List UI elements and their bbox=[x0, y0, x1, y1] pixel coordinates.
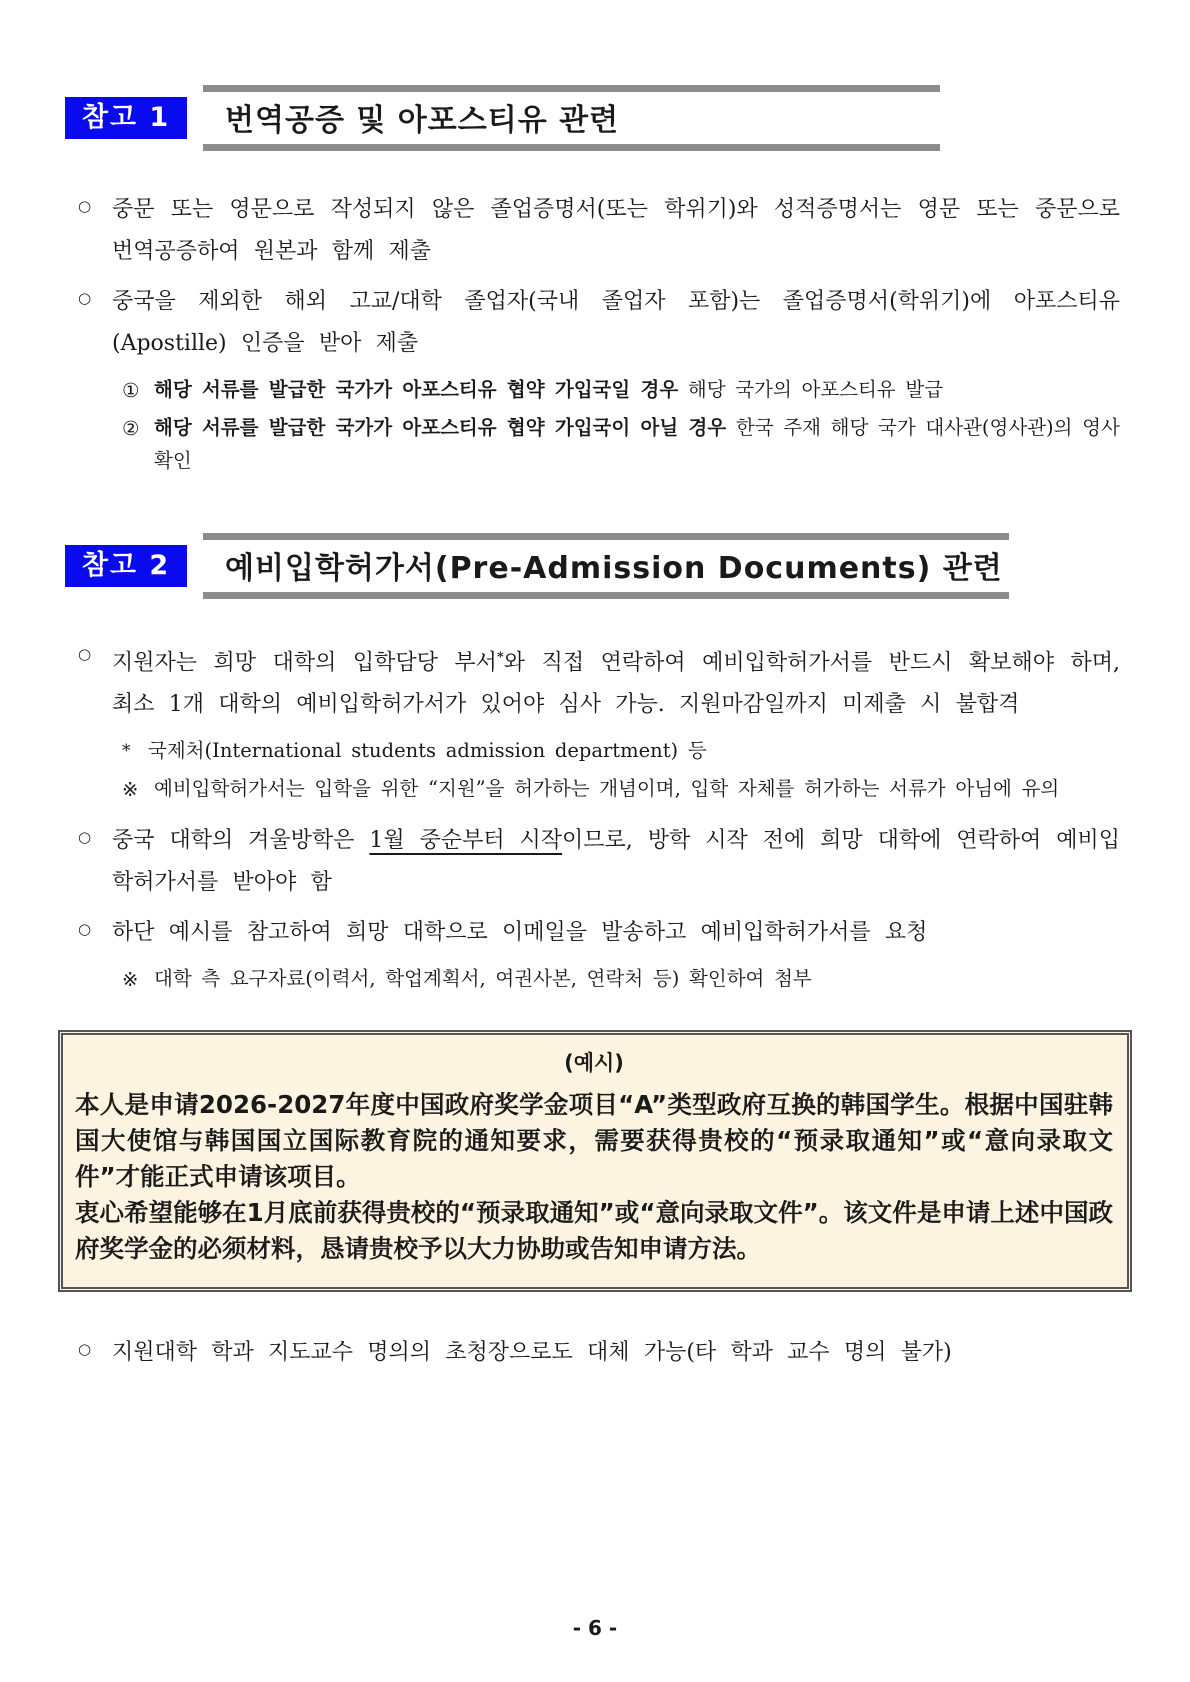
ref2-bullet-3 bbox=[78, 912, 1120, 954]
ref1-bullet-1-text: 중문 또는 영문으로 작성되지 않은 졸업증명서(또는 학위기)와 성적증명서는 영문 또는 중문으로 번역공증하여 원본과 함께 제출 bbox=[112, 197, 1120, 264]
ref2-note-docs-text: 대학 측 요구자료(이력서, 학업계획서, 여권사본, 연락처 등) 확인하여 첨부 bbox=[154, 967, 812, 991]
ref2-note-docs bbox=[122, 962, 1120, 996]
ref1-numbered-2 bbox=[122, 411, 1120, 477]
page-number: - 6 - bbox=[572, 1616, 618, 1640]
bullet-circle-icon: ○ bbox=[78, 1340, 92, 1359]
footnote-star-icon: * bbox=[496, 650, 504, 665]
ref1-numbered-2-text bbox=[154, 411, 1120, 477]
ref2-bullet-1-pre: 지원자는 희망 대학의 입학담당 부서 bbox=[112, 650, 497, 676]
ref1-bullet-1 bbox=[78, 189, 1120, 273]
ref1-numbered-2-bold: 해당 서류를 발급한 국가가 아포스티유 협약 가입국이 아닐 경우 bbox=[154, 416, 727, 439]
ref1-header bbox=[65, 85, 940, 151]
ref2-bullet-2 bbox=[78, 820, 1120, 904]
ref1-numbered-1 bbox=[122, 373, 1120, 407]
example-box bbox=[58, 1030, 1132, 1292]
section-ref2 bbox=[0, 533, 1190, 1374]
reference-mark-icon: ※ bbox=[122, 778, 139, 802]
ref2-note-concept bbox=[122, 772, 1120, 806]
bullet-circle-icon: ○ bbox=[78, 828, 92, 847]
ref2-note-concept-text: 예비입학허가서는 입학을 위한 “지원”을 허가하는 개념이며, 입학 자체를 허가하는 서류가 아님에 유의 bbox=[154, 777, 1060, 801]
circled-two-icon: ② bbox=[122, 417, 140, 440]
ref1-content bbox=[78, 189, 1120, 477]
ref1-title-bar bbox=[203, 85, 940, 151]
example-paragraph-2: 衷心希望能够在1月底前获得贵校的“预录取通知”或“意向录取文件”。该文件是申请上述中国政府奖学金的必须材料，恳请贵校予以大力协助或告知申请方法。 bbox=[75, 1198, 1113, 1264]
ref1-title: 번역공증 및 아포스티유 관련 bbox=[225, 103, 620, 138]
reference-mark-icon: ※ bbox=[122, 968, 139, 992]
circled-one-icon: ① bbox=[122, 379, 140, 402]
ref2-header bbox=[65, 533, 1003, 599]
spacer bbox=[78, 810, 1120, 820]
ref2-bullet-1-post: 와 직접 연락하여 예비입학허가서를 반드시 확보해야 하며, 최소 1개 대학의 예비입학허가서가 있어야 심사 가능. 지원마감일까지 미제출 시 불합격 bbox=[112, 650, 1120, 718]
ref1-bullet-2-text: 중국을 제외한 해외 고교/대학 졸업자(국내 졸업자 포함)는 졸업증명서(학위기)에 아포스티유 (Apostille) 인증을 받아 제출 bbox=[112, 289, 1120, 356]
ref1-bullet-2 bbox=[78, 281, 1120, 365]
ref2-bullet-4 bbox=[78, 1332, 1120, 1374]
bullet-circle-icon: ○ bbox=[78, 289, 92, 307]
ref1-numbered-1-bold: 해당 서류를 발급한 국가가 아포스티유 협약 가입국일 경우 bbox=[154, 378, 679, 401]
bullet-circle-icon: ○ bbox=[78, 920, 92, 939]
ref2-badge: 참고 2 bbox=[65, 545, 187, 587]
section-ref1 bbox=[0, 85, 1190, 477]
bullet-circle-icon: ○ bbox=[78, 645, 92, 663]
ref2-bullet-2-post: 이므로, 방학 시작 전에 희망 대학에 연락하여 예비입학허가서를 받아야 함 bbox=[112, 828, 1120, 896]
ref2-content bbox=[78, 637, 1120, 996]
ref2-title: 예비입학허가서(Pre-Admission Documents) 관련 bbox=[225, 551, 1003, 586]
bullet-circle-icon: ○ bbox=[78, 197, 92, 215]
ref2-bullet-1-text bbox=[112, 637, 1120, 726]
ref1-badge: 참고 1 bbox=[65, 97, 187, 139]
ref2-note-star-text: 국제처(International students admission department) 등 bbox=[148, 739, 707, 763]
ref2-bullet-2-pre: 중국 대학의 겨울방학은 bbox=[112, 828, 370, 854]
ref2-bullet-1 bbox=[78, 637, 1120, 726]
example-title: (예시) bbox=[564, 1051, 624, 1076]
ref2-title-bar bbox=[203, 533, 1009, 599]
example-paragraph-1: 本人是申请2026-2027年度中国政府奖学金项目“A”类型政府互换的韩国学生。根据中国驻韩国大使馆与韩国国立国际教育院的通知要求，需要获得贵校的“预录取通知”或“意向录取文件”才能正式申请该项目。 bbox=[75, 1090, 1113, 1192]
ref1-numbered-1-rest: 해당 국가의 아포스티유 발급 bbox=[678, 378, 944, 401]
ref2-content-tail bbox=[78, 1332, 1120, 1374]
asterisk-icon: * bbox=[122, 741, 131, 762]
ref2-bullet-4-text: 지원대학 학과 지도교수 명의의 초청장으로도 대체 가능(타 학과 교수 명의 불가) bbox=[112, 1340, 952, 1366]
ref2-bullet-2-text bbox=[112, 820, 1120, 904]
ref2-note-star bbox=[122, 734, 1120, 768]
ref2-bullet-3-text: 하단 예시를 참고하여 희망 대학으로 이메일을 발송하고 예비입학허가서를 요청 bbox=[112, 920, 928, 946]
ref1-numbered-2-rest: 한국 주재 해당 국가 대사관(영사관)의 영사확인 bbox=[154, 416, 1120, 472]
ref1-numbered-1-text bbox=[154, 373, 1120, 407]
section-spacer bbox=[0, 481, 1190, 533]
ref2-bullet-2-underlined: 1월 중순부터 시작 bbox=[369, 828, 563, 854]
